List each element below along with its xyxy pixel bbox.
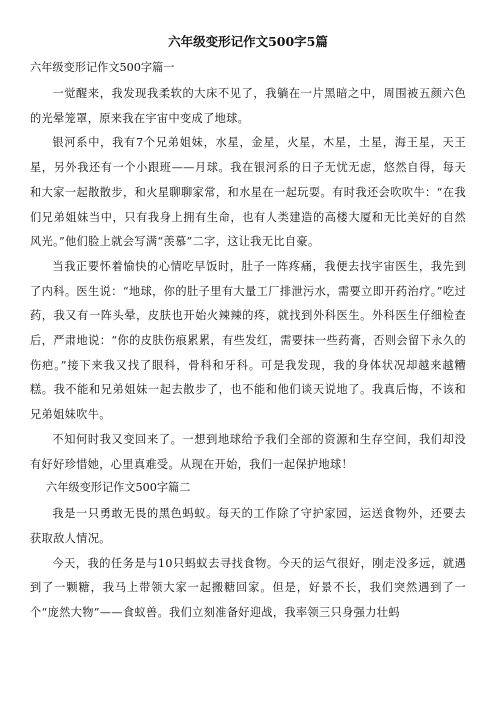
essay-section-2 [30, 481, 466, 626]
section-heading: 六年级变形记作文500字篇二 [46, 481, 191, 495]
paragraph: 今天，我的任务是与10只蚂蚁去寻找食物。今天的运气很好，刚走没多远，就遇到了一颗糖，我马上带领大家一起搬糖回家。但是，好景不长，我们突然遇到了一个“庞然大物”——食蚁兽。我们立刻准备好迎战，我率领三只身强力壮蚂 [30, 556, 466, 620]
paragraph: 不知何时我又变回来了。一想到地球给予我们全部的资源和生存空间，我们却没有好好珍惜她，心里真难受。从现在开始，我们一起保护地球！ [30, 432, 466, 471]
paragraph: 银河系中，我有7个兄弟姐妹，水星，金星，火星，木星，土星，海王星，天王星，另外我还有一个小跟班——月球。我在银河系的日子无忧无虑，悠然自得，每天和大家一起散散步，和火星聊聊家常，和水星在一起玩耍。有时我还会吹吹牛：“在我们兄弟姐妹当中，只有我身上拥有生命，也有人类建造的高楼大厦和无比美好的自然风光。”他们脸上就会写满“羡慕”二字，这让我无比自豪。 [30, 136, 466, 249]
essay-section-1 [30, 61, 466, 477]
document-title: 六年级变形记作文500字5篇 [168, 34, 328, 49]
document-page [30, 34, 466, 626]
paragraph: 一觉醒来，我发现我柔软的大床不见了，我躺在一片黑暗之中，周围被五颜六色的光晕笼罩，原来我在宇宙中变成了地球。 [30, 87, 466, 125]
paragraph: 当我正要怀着愉快的心情吃早饭时，肚子一阵疼痛，我便去找宇宙医生，我先到了内科。医生说：“地球，你的肚子里有大量工厂排泄污水，需要立即开药治疗。”吃过药，我又有一阵头晕，皮肤也开始火辣辣的疼，就找到外科医生。外科医生仔细检查后，严肃地说：“你的皮肤伤痕累累，有些发红，需要抹一些药膏，否则会留下永久的伤疤。”接下来我又找了眼科，骨科和牙科。可是我发现，我的身体状况却越来越糟糕。我不能和兄弟姐妹一起去散步了，也不能和他们谈天说地了。我真后悔，不该和兄弟姐妹吹牛。 [30, 259, 466, 422]
paragraph: 我是一只勇敢无畏的黑色蚂蚁。每天的工作除了守护家园，运送食物外，还要去获取敌人情况。 [30, 507, 466, 545]
section-heading: 六年级变形记作文500字篇一 [30, 61, 175, 74]
